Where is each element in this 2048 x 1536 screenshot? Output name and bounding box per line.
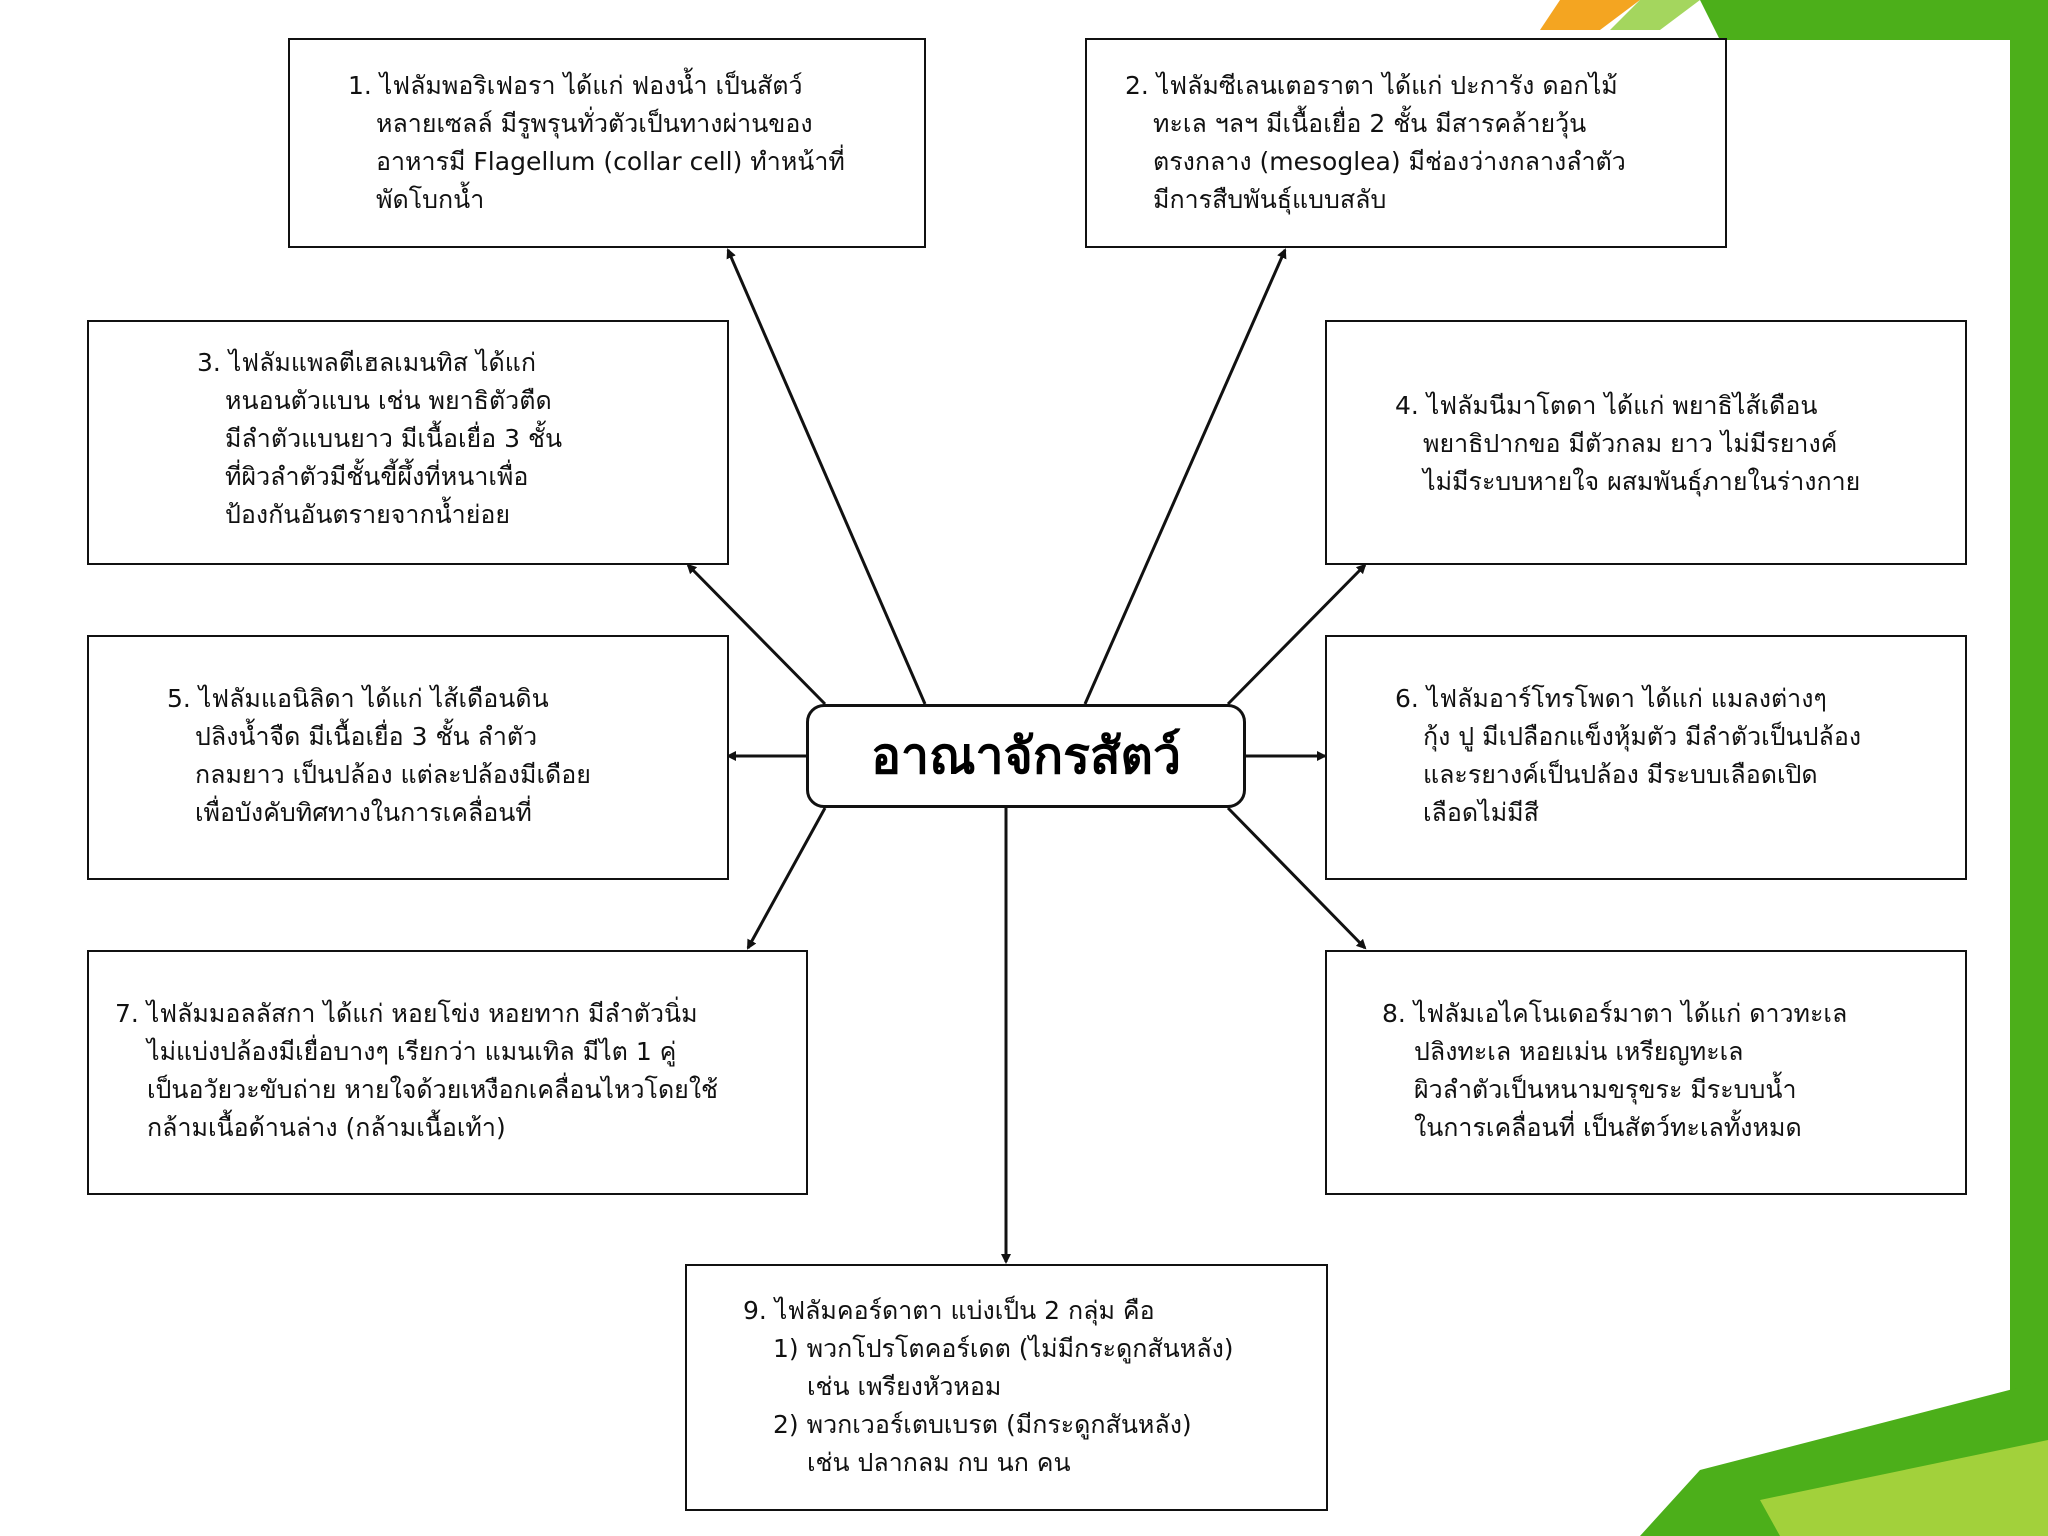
phylum-1-line-4: พัดโบกน้ำ [376,185,485,214]
phylum-6-line-3: และรยางค์เป็นปล้อง มีระบบเลือดเปิด [1423,760,1818,789]
arrow-to-phylum-2 [1085,250,1285,704]
phylum-7-line-4: กล้ามเนื้อด้านล่าง (กล้ามเนื้อเท้า) [147,1113,506,1142]
phylum-box-5 [87,635,729,880]
phylum-8-line-2: ปลิงทะเล หอยเม่น เหรียญทะเล [1414,1037,1744,1066]
phylum-3-line-5: ป้องกันอันตรายจากน้ำย่อย [225,500,511,529]
phylum-box-7 [87,950,808,1195]
phylum-5-line-4: เพื่อบังคับทิศทางในการเคลื่อนที่ [195,798,532,827]
phylum-5-line-1: 5. ไฟลัมแอนิลิดา ได้แก่ ไส้เดือนดิน [167,684,549,713]
phylum-3-line-4: ที่ผิวลำตัวมีชั้นขี้ผึ้งที่หนาเพื่อ [225,462,529,491]
phylum-8-line-1: 8. ไฟลัมเอไคโนเดอร์มาตา ได้แก่ ดาวทะเล [1382,999,1848,1028]
phylum-box-8 [1325,950,1967,1195]
phylum-4-line-1: 4. ไฟลัมนีมาโตดา ได้แก่ พยาธิไส้เดือน [1395,391,1818,420]
phylum-7-line-1: 7. ไฟลัมมอลลัสกา ได้แก่ หอยโข่ง หอยทาก มีลำตัวนิ่ม [115,999,698,1028]
phylum-1-line-1: 1. ไฟลัมพอริเฟอรา ได้แก่ ฟองน้ำ เป็นสัตว์ [348,71,803,100]
phylum-6-line-1: 6. ไฟลัมอาร์โทรโพดา ได้แก่ แมลงต่างๆ [1395,684,1827,713]
center-node-label: อาณาจักรสัตว์ [870,726,1182,785]
phylum-3-line-2: หนอนตัวแบน เช่น พยาธิตัวตืด [225,386,552,415]
phylum-box-1 [288,38,926,248]
arrow-to-phylum-7 [748,808,825,948]
phylum-4-line-2: พยาธิปากขอ มีตัวกลม ยาว ไม่มีรยางค์ [1423,429,1838,458]
phylum-box-6 [1325,635,1967,880]
phylum-box-3 [87,320,729,565]
phylum-9-line-4: 2) พวกเวอร์เตบเบรต (มีกระดูกสันหลัง) [773,1410,1192,1439]
phylum-2-line-3: ตรงกลาง (mesoglea) มีช่องว่างกลางลำตัว [1153,147,1626,176]
phylum-9-line-2: 1) พวกโปรโตคอร์เดต (ไม่มีกระดูกสันหลัง) [773,1334,1234,1363]
phylum-1-line-3: อาหารมี Flagellum (collar cell) ทำหน้าที่ [376,147,845,176]
phylum-5-line-2: ปลิงน้ำจืด มีเนื้อเยื่อ 3 ชั้น ลำตัว [195,722,538,751]
phylum-2-line-2: ทะเล ฯลฯ มีเนื้อเยื่อ 2 ชั้น มีสารคล้ายวุ้น [1153,109,1587,138]
phylum-3-line-3: มีลำตัวแบนยาว มีเนื้อเยื่อ 3 ชั้น [225,424,563,453]
phylum-2-line-1: 2. ไฟลัมซีเลนเตอราตา ได้แก่ ปะการัง ดอกไม้ [1125,71,1618,100]
phylum-1-line-2: หลายเซลล์ มีรูพรุนทั่วตัวเป็นทางผ่านของ [376,109,813,138]
phylum-4-line-3: ไม่มีระบบหายใจ ผสมพันธุ์ภายในร่างกาย [1423,467,1861,496]
phylum-9-line-1: 9. ไฟลัมคอร์ดาตา แบ่งเป็น 2 กลุ่ม คือ [743,1296,1155,1325]
phylum-9-line-5: เช่น ปลากลม กบ นก คน [807,1448,1071,1477]
phylum-7-line-2: ไม่แบ่งปล้องมีเยื่อบางๆ เรียกว่า แมนเทิล มีไต 1 คู่ [147,1037,677,1066]
phylum-2-line-4: มีการสืบพันธุ์แบบสลับ [1153,185,1387,214]
center-node-animal-kingdom [806,704,1246,808]
phylum-8-line-3: ผิวลำตัวเป็นหนามขรุขระ มีระบบน้ำ [1414,1075,1797,1104]
phylum-5-line-3: กลมยาว เป็นปล้อง แต่ละปล้องมีเดือย [195,760,591,789]
phylum-box-4 [1325,320,1967,565]
phylum-7-line-3: เป็นอวัยวะขับถ่าย หายใจด้วยเหงือกเคลื่อนไหวโดยใช้ [147,1075,718,1104]
phylum-6-line-4: เลือดไม่มีสี [1423,798,1539,827]
phylum-box-9 [685,1264,1328,1511]
phylum-6-line-2: กุ้ง ปู มีเปลือกแข็งหุ้มตัว มีลำตัวเป็นปล้อง [1423,722,1862,751]
phylum-box-2 [1085,38,1727,248]
phylum-9-line-3: เช่น เพรียงหัวหอม [807,1372,1002,1401]
phylum-8-line-4: ในการเคลื่อนที่ เป็นสัตว์ทะเลทั้งหมด [1414,1113,1802,1142]
phylum-3-line-1: 3. ไฟลัมแพลตีเฮลเมนทิส ได้แก่ [197,348,537,377]
